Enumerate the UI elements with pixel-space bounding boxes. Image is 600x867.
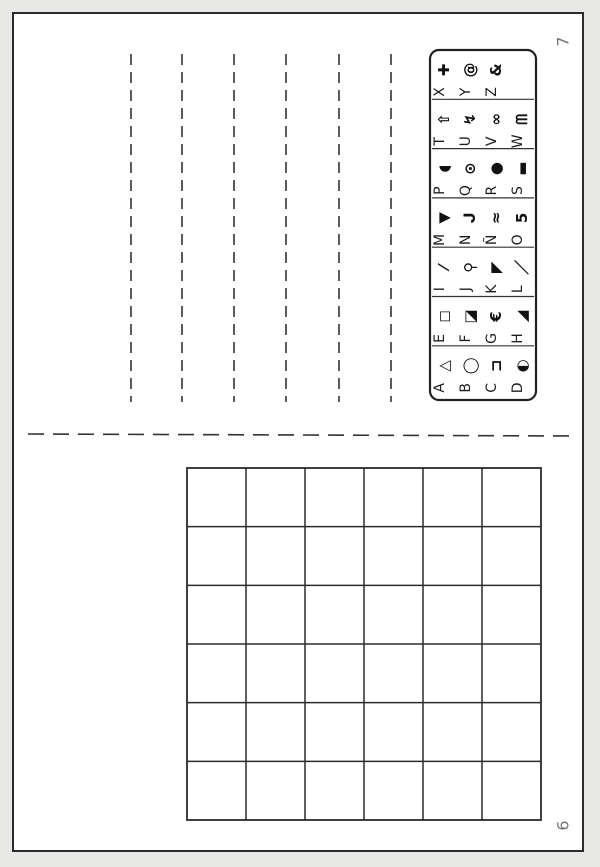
key-symbol: ▬ xyxy=(513,161,531,176)
key-symbol: ◪ xyxy=(461,309,479,324)
key-cell xyxy=(483,212,505,246)
key-symbol: ◤ xyxy=(487,261,505,273)
key-cell xyxy=(458,63,479,98)
key-symbol: ᒍ xyxy=(461,212,479,224)
key-symbol: ⚲ xyxy=(461,261,479,273)
key-symbol: △ xyxy=(435,360,453,372)
key-letter: R xyxy=(484,185,500,196)
key-letter: I xyxy=(432,287,448,292)
worksheet-page xyxy=(12,12,584,852)
key-cell xyxy=(484,311,505,344)
key-letter: C xyxy=(484,382,500,393)
key-letter: B xyxy=(458,382,474,393)
key-symbol: € xyxy=(487,311,505,322)
key-symbol: ◯ xyxy=(461,357,479,375)
key-symbol: ▼ xyxy=(435,212,453,224)
key-symbol: & xyxy=(487,63,505,77)
worksheet-drawing xyxy=(14,14,586,854)
key-letter: M xyxy=(432,233,448,246)
key-letter: W xyxy=(510,134,526,149)
key-cell xyxy=(510,260,531,293)
key-cell xyxy=(432,360,453,393)
key-letter: G xyxy=(484,333,500,344)
key-letter: E xyxy=(432,334,448,343)
key-letter: D xyxy=(510,382,526,394)
key-symbol: ⊐ xyxy=(487,359,505,373)
key-cell xyxy=(484,162,505,195)
key-letter: X xyxy=(432,87,448,97)
key-symbol: ≈ xyxy=(487,211,505,225)
key-symbol: ᗰ xyxy=(513,113,531,125)
key-cell xyxy=(458,162,479,196)
key-symbol: 5 xyxy=(513,212,531,224)
key-cell xyxy=(484,360,505,393)
key-symbol: ● xyxy=(487,162,505,176)
key-letter: P xyxy=(432,186,448,195)
key-cell xyxy=(510,114,531,149)
key-cell xyxy=(432,212,453,246)
page-number-top: 7 xyxy=(553,36,573,47)
key-symbol: ⇧ xyxy=(435,113,453,126)
key-symbol: ⊙ xyxy=(461,162,479,175)
cipher-key-box xyxy=(430,50,536,400)
key-cell xyxy=(458,309,479,342)
key-letter: Q xyxy=(458,185,474,197)
key-symbol: ↯ xyxy=(461,113,479,126)
key-cell xyxy=(458,212,479,245)
key-letter: N xyxy=(458,234,474,246)
fold-line xyxy=(28,434,574,436)
key-letter: Z xyxy=(484,87,500,97)
key-symbol: ∞ xyxy=(487,113,505,126)
key-cell xyxy=(432,310,453,343)
key-cell xyxy=(510,359,531,393)
key-cell xyxy=(432,165,453,195)
key-letter: U xyxy=(458,136,474,147)
key-cell xyxy=(484,261,505,294)
key-symbol: ⁄ xyxy=(435,265,453,269)
key-cell xyxy=(432,64,453,97)
page-number-bottom: 6 xyxy=(553,820,573,831)
key-letter: V xyxy=(484,136,500,147)
key-letter: T xyxy=(432,137,448,146)
key-letter: H xyxy=(510,333,526,344)
key-symbol: ✚ xyxy=(435,63,453,77)
key-cell xyxy=(510,310,531,343)
key-letter: J xyxy=(458,287,474,292)
key-cell xyxy=(510,213,531,246)
key-cell xyxy=(432,113,453,147)
key-letter: A xyxy=(432,383,448,393)
key-cell xyxy=(458,262,479,293)
key-letter: L xyxy=(510,285,526,294)
key-letter: Ñ xyxy=(484,234,500,246)
key-symbol: ／ xyxy=(513,259,531,275)
key-letter: F xyxy=(458,334,474,343)
key-cell xyxy=(458,113,479,146)
key-cell xyxy=(484,63,505,96)
key-letter: O xyxy=(510,234,526,246)
key-symbol: ◖ xyxy=(435,164,453,173)
key-cell xyxy=(432,262,453,291)
key-cell xyxy=(484,113,505,146)
key-letter: K xyxy=(484,284,500,294)
key-cell xyxy=(510,162,531,196)
key-letter: Y xyxy=(458,87,474,97)
key-symbol: ◢ xyxy=(513,310,531,323)
key-symbol: @ xyxy=(461,62,479,78)
key-symbol: ◐ xyxy=(513,359,531,373)
key-symbol: ◻ xyxy=(435,310,453,323)
key-cell xyxy=(458,357,479,392)
key-letter: S xyxy=(510,186,526,196)
